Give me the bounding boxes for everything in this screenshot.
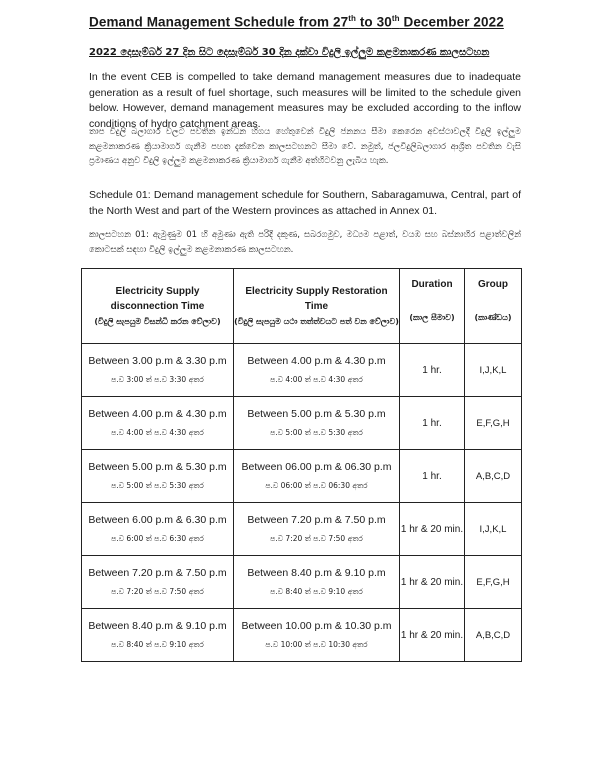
duration-cell: 1 hr & 20 min. bbox=[400, 503, 465, 556]
group-cell: I,J,K,L bbox=[465, 503, 522, 556]
restoration-cell: Between 8.40 p.m & 9.10 p.m ප.ව 8:40 ත් ප.ව 9:10 අතර bbox=[234, 556, 400, 609]
header-disconnection-time: Electricity Supply disconnection Time (විදුලි සැපයුම විසන්ධි කරන වේලාව) bbox=[82, 269, 234, 344]
table-row bbox=[82, 397, 522, 450]
duration-cell: 1 hr. bbox=[400, 344, 465, 397]
group-cell: E,F,G,H bbox=[465, 397, 522, 450]
schedule-paragraph-sinhala: කාලසටහන 01: ඇමුණුම 01 හි අමුණා ඇති පරිදි දකුණ, සබරගමුව, මධ්‍යම පළාත්, වයඹ සහ බස්නාහිර පළාත්වලින් කොටසක් සඳහා විදුලි ඉල්ලුම කළමනාකරණ කාලසටහන. bbox=[89, 230, 521, 255]
restoration-cell: Between 06.00 p.m & 06.30 p.m ප.ව 06:00 ත් ප.ව 06:30 අතර bbox=[234, 450, 400, 503]
duration-cell: 1 hr & 20 min. bbox=[400, 609, 465, 662]
group-cell: I,J,K,L bbox=[465, 344, 522, 397]
restoration-cell: Between 4.00 p.m & 4.30 p.m ප.ව 4:00 ත් ප.ව 4:30 අතර bbox=[234, 344, 400, 397]
page-subtitle-sinhala: 2022 දෙසැම්බර් 27 දින සිට දෙසැම්බර් 30 දින දක්වා විදුලි ඉල්ලුම කළමනාකරණ කාලසටහන bbox=[89, 47, 490, 58]
duration-cell: 1 hr & 20 min. bbox=[400, 556, 465, 609]
table-row bbox=[82, 503, 522, 556]
intro-paragraph-sinhala: තාප විදුලි බලාගාර වලට පවතින ඉන්ධන හිගය හේතුවෙන් විදුලි ජනනය සීමා කෙරෙන අවස්ථාවලදී විදුලි ඉල්ලුම කළමනාකරණ ක්‍රියාමාර්ග ගැනීම පහත දැක්වෙන කාලසටහනට සීමා වේ. නමුත්, ජලවිදුලිබලාගාර ආශ්‍රිත පවතින වැසි ප්‍රමාණය අනුව විදුලි ඉල්ලුම කළමනාකරණ ක්‍රියාමාර්ග ගැනීම අත්හිටවනු ලැබිය හැක. bbox=[89, 127, 521, 166]
header-restoration-time: Electricity Supply Restoration Time (විදුලි සැපයුම යථා තත්ත්වයට පත් වන වේලාව) bbox=[234, 269, 400, 344]
duration-cell: 1 hr. bbox=[400, 397, 465, 450]
page-title: Demand Management Schedule from 27th to 30th December 2022 bbox=[89, 14, 504, 30]
disconnection-cell: Between 5.00 p.m & 5.30 p.m ප.ව 5:00 ත් ප.ව 5:30 අතර bbox=[82, 450, 234, 503]
restoration-cell: Between 10.00 p.m & 10.30 p.m ප.ව 10:00 ත් ප.ව 10:30 අතර bbox=[234, 609, 400, 662]
table-row bbox=[82, 344, 522, 397]
table-header-row bbox=[82, 269, 522, 344]
disconnection-cell: Between 3.00 p.m & 3.30 p.m ප.ව 3:00 ත් ප.ව 3:30 අතර bbox=[82, 344, 234, 397]
duration-cell: 1 hr. bbox=[400, 450, 465, 503]
table-row bbox=[82, 450, 522, 503]
disconnection-cell: Between 8.40 p.m & 9.10 p.m ප.ව 8:40 ත් ප.ව 9:10 අතර bbox=[82, 609, 234, 662]
disconnection-cell: Between 6.00 p.m & 6.30 p.m ප.ව 6:00 ත් ප.ව 6:30 අතර bbox=[82, 503, 234, 556]
header-group: Group (කාණ්ඩය) bbox=[465, 269, 522, 344]
disconnection-cell: Between 7.20 p.m & 7.50 p.m ප.ව 7:20 ත් ප.ව 7:50 අතර bbox=[82, 556, 234, 609]
schedule-paragraph-english: Schedule 01: Demand management schedule for Southern, Sabaragamuwa, Central, part of the North West and part of the Western provinces as attached in Annex 01. bbox=[89, 189, 521, 217]
header-duration: Duration (කාල සීමාව) bbox=[400, 269, 465, 344]
table-row bbox=[82, 556, 522, 609]
table-row bbox=[82, 609, 522, 662]
intro-paragraph-english: In the event CEB is compelled to take demand management measures due to inadequate generation as a result of fuel shortage, such measures will be limited to the schedule given below. However, demand management measures may be excluded according to the inflow conditions of hydro catchment areas. bbox=[89, 71, 521, 130]
restoration-cell: Between 5.00 p.m & 5.30 p.m ප.ව 5:00 ත් ප.ව 5:30 අතර bbox=[234, 397, 400, 450]
restoration-cell: Between 7.20 p.m & 7.50 p.m ප.ව 7:20 ත් ප.ව 7:50 අතර bbox=[234, 503, 400, 556]
schedule-table bbox=[81, 268, 522, 662]
group-cell: A,B,C,D bbox=[465, 450, 522, 503]
group-cell: E,F,G,H bbox=[465, 556, 522, 609]
group-cell: A,B,C,D bbox=[465, 609, 522, 662]
disconnection-cell: Between 4.00 p.m & 4.30 p.m ප.ව 4:00 ත් ප.ව 4:30 අතර bbox=[82, 397, 234, 450]
